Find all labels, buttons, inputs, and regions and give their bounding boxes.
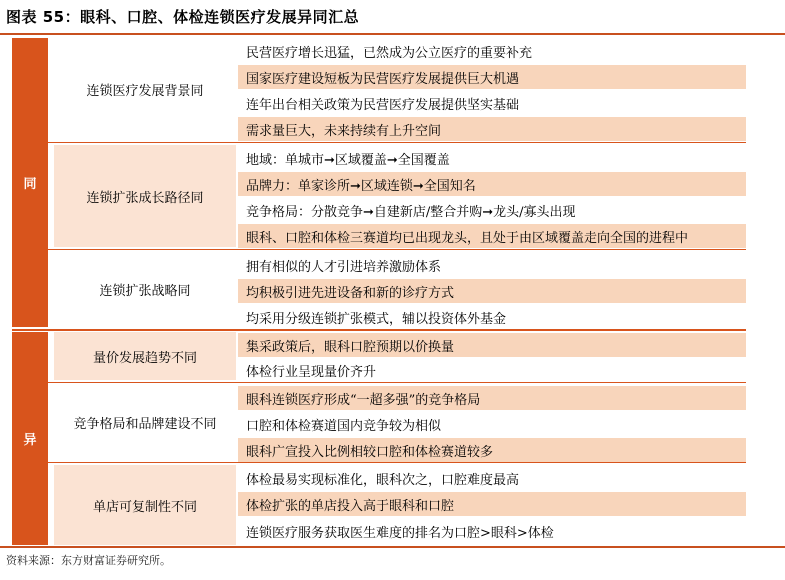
table-row: 民营医疗增长迅猛，已然成为公立医疗的重要补充 [246,45,533,61]
table-row: 眼科连锁医疗形成“一超多强”的竞争格局 [238,386,746,410]
table-row: 口腔和体检赛道国内竞争较为相似 [246,418,442,434]
table-row: 连年出台相关政策为民营医疗发展提供坚实基础 [246,97,520,113]
table-row: 体检扩张的单店投入高于眼科和口腔 [238,492,746,516]
group-label: 竞争格局和品牌建设不同 [73,417,217,432]
side-label-same: 同 [12,38,48,327]
title-rule [0,33,785,35]
group-label: 连锁扩张战略同 [99,284,191,299]
table-row: 需求量巨大，未来持续有上升空间 [238,117,746,141]
group-label: 连锁扩张成长路径同 [54,145,236,247]
table-row: 国家医疗建设短板为民营医疗发展提供巨大机遇 [238,65,746,89]
table-row: 均积极引进先进设备和新的诊疗方式 [238,279,746,303]
table-row: 竞争格局：分散竞争➞自建新店/整合并购➞龙头/寡头出现 [246,204,576,220]
table-row: 集采政策后，眼科口腔预期以价换量 [238,333,746,357]
source-note: 资料来源：东方财富证券研究所。 [6,554,171,567]
table-row: 连锁医疗服务获取医生难度的排名为口腔>眼科>体检 [246,525,554,541]
group-label: 连锁医疗发展背景同 [86,83,204,99]
table-row: 拥有相似的人才引进培养激励体系 [246,259,442,275]
table-row: 眼科、口腔和体检三赛道均已出现龙头，且处于由区域覆盖走向全国的进程中 [238,224,746,248]
group-label: 单店可复制性不同 [54,465,236,545]
group-label: 量价发展趋势不同 [54,332,236,380]
table-row: 体检最易实现标准化，眼科次之，口腔难度最高 [246,472,520,488]
table-row: 体检行业呈现量价齐升 [246,364,377,380]
table-row: 眼科广宣投入比例相较口腔和体检赛道较多 [238,438,746,462]
table-row: 均采用分级连锁扩张模式，辅以投资体外基金 [246,311,507,327]
table-row: 地域：单城市➞区域覆盖➞全国覆盖 [246,152,450,168]
group-divider [12,142,746,143]
table-row: 品牌力：单家诊所➞区域连锁➞全国知名 [238,172,746,196]
group-divider [12,249,746,250]
group-divider [12,382,746,383]
bottom-rule [0,546,785,548]
side-label-diff: 异 [12,332,48,545]
page-title: 图表 55：眼科、口腔、体检连锁医疗发展异同汇总 [6,8,360,26]
group-divider [12,462,746,463]
section-divider [12,329,746,331]
